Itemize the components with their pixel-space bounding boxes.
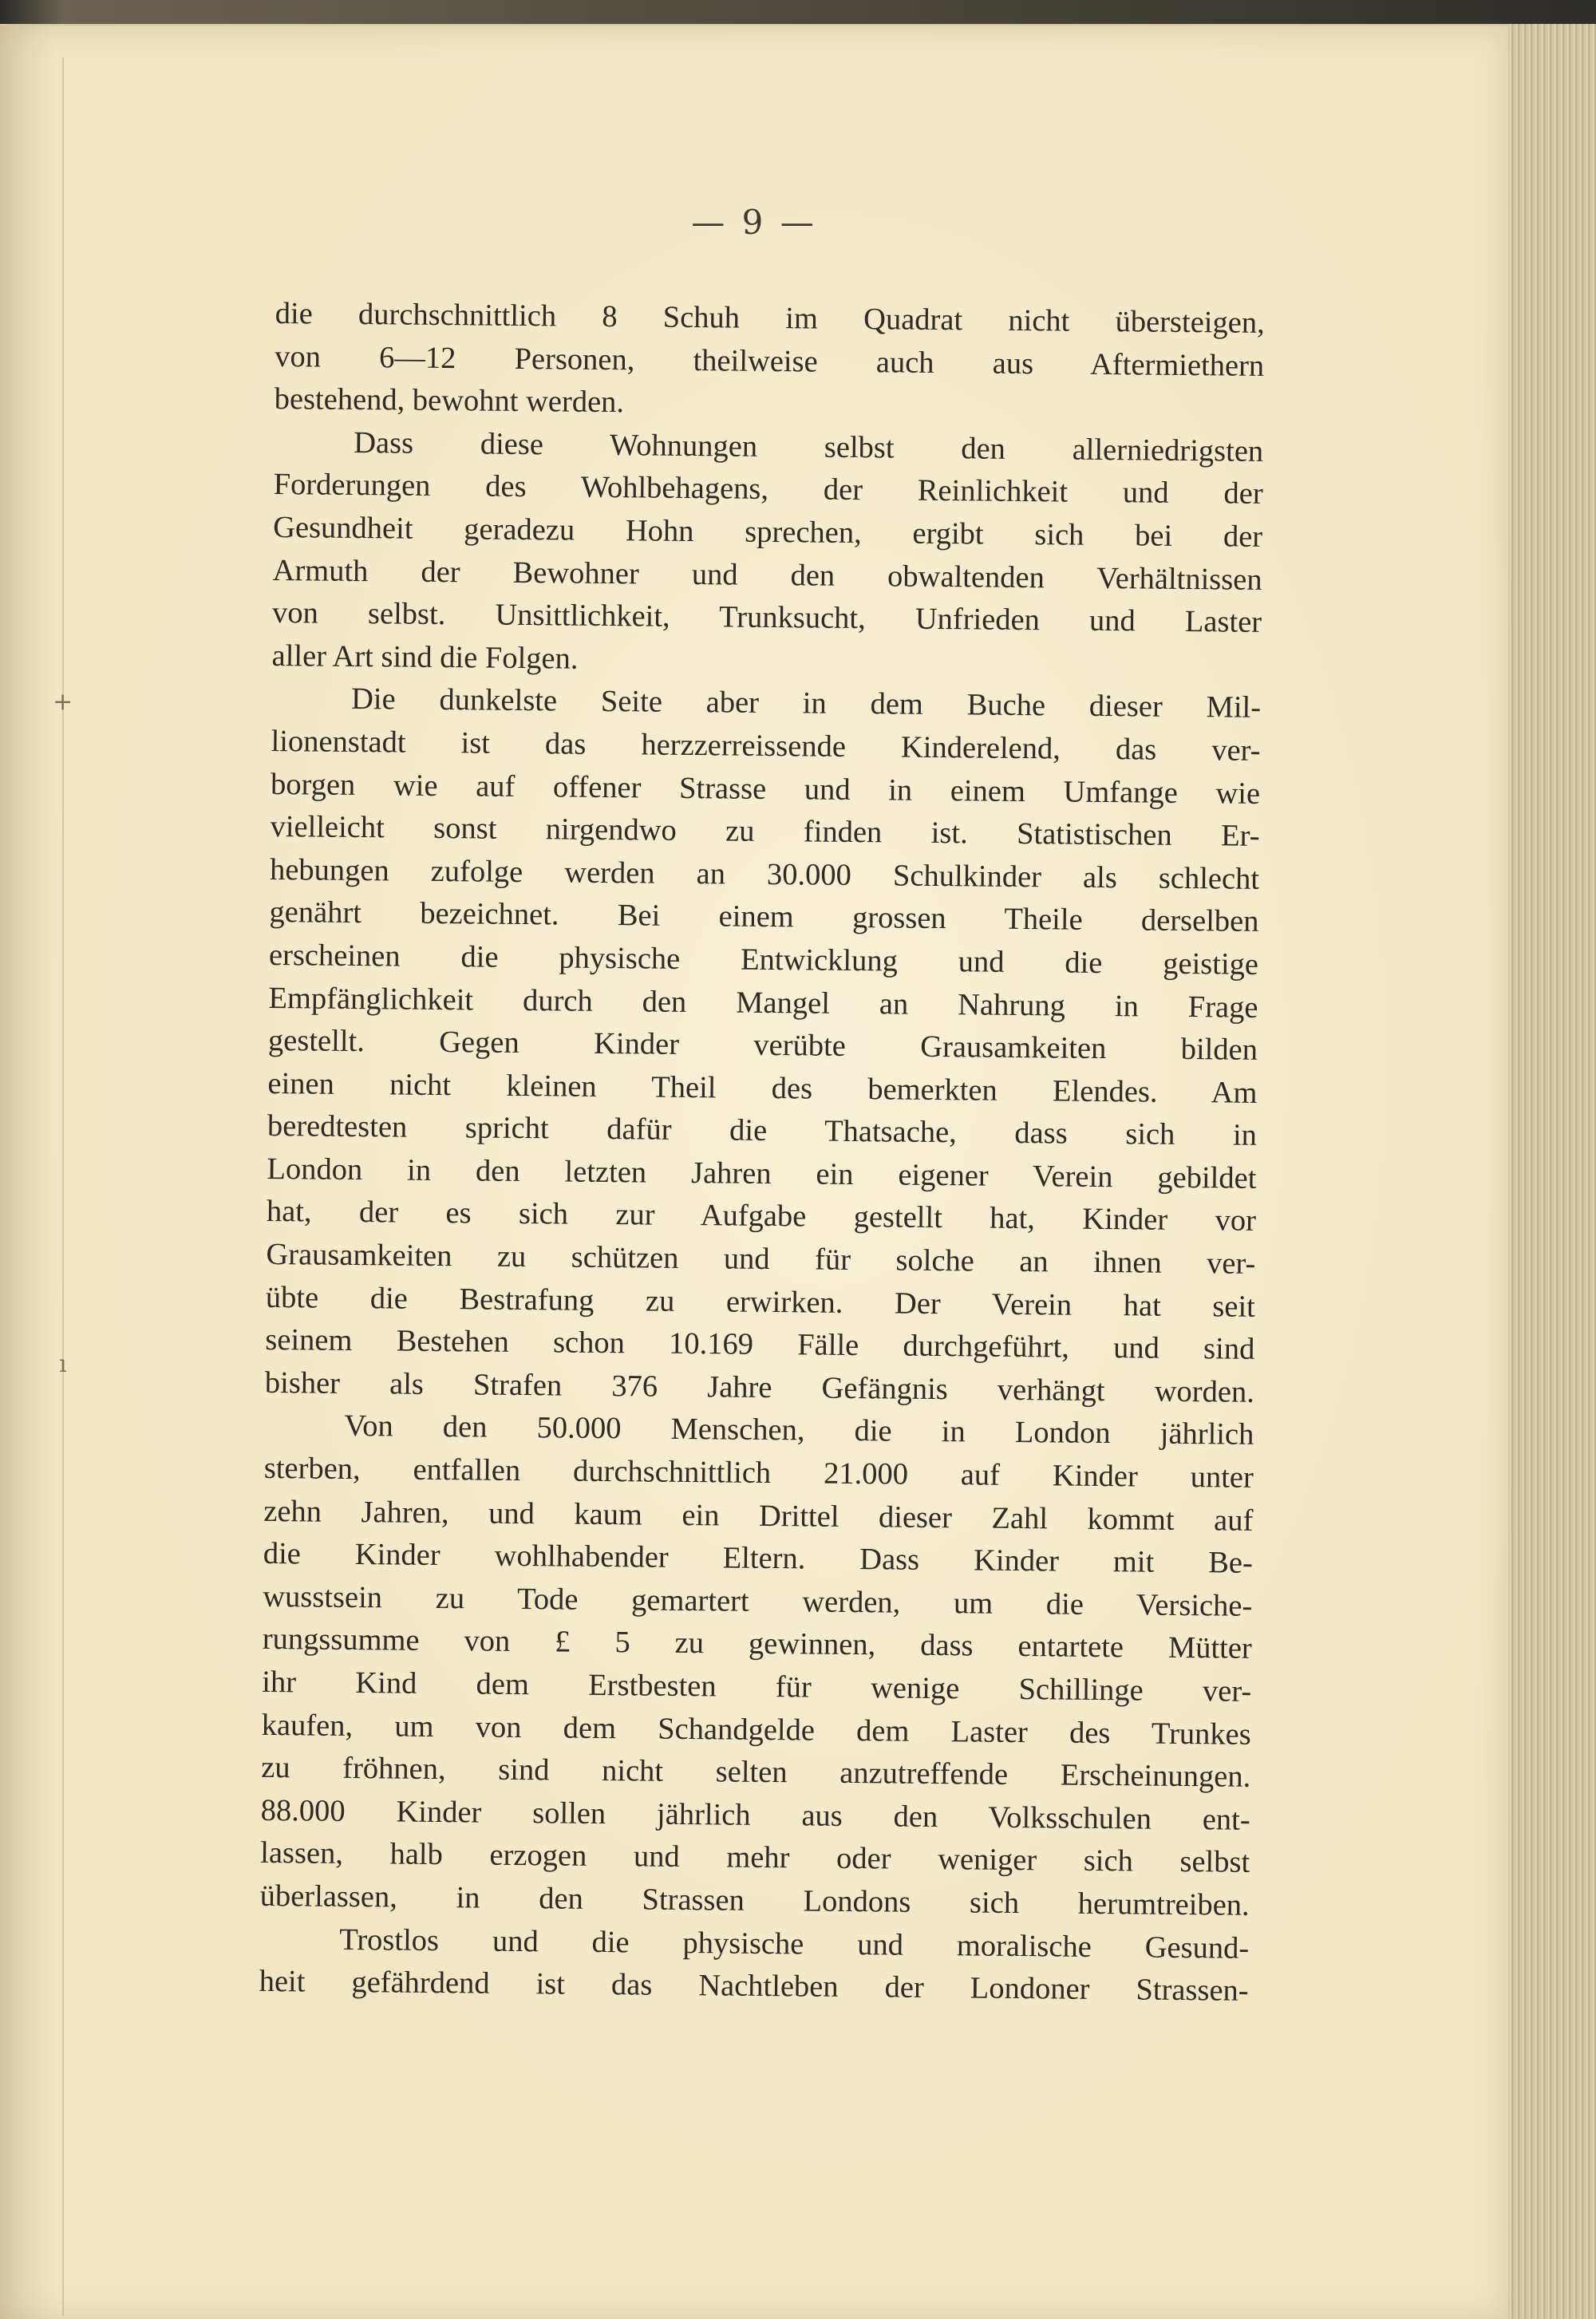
text-line: erscheinen die physische Entwicklung und die geistige [268, 938, 1259, 982]
text-line: 88.000 Kinder sollen jährlich aus den Volksschulen ent- [260, 1793, 1250, 1837]
text-line: hebungen zufolge werden an 30.000 Schulkinder als schlecht [269, 852, 1260, 896]
text-line: London in den letzten Jahren ein eigener Verein gebildet [267, 1152, 1257, 1195]
text-line: Von den 50.000 Menschen, die in London jährlich [344, 1409, 1254, 1452]
text-line: lionenstadt ist das herzzerreissende Kinderelend, das ver- [271, 724, 1261, 768]
text-line: Empfänglichkeit durch den Mangel an Nahrung in Frage [268, 981, 1258, 1025]
text-line: einen nicht kleinen Theil des bemerkten Elendes. Am [267, 1066, 1258, 1110]
text-line: Trostlos und die physische und moralische Gesund- [338, 1922, 1250, 1965]
text-line: borgen wie auf offener Strasse und in einem Umfange wie [270, 767, 1261, 811]
text-line: Dass diese Wohnungen selbst den allerniedrigsten [354, 425, 1264, 468]
book-page [0, 24, 1508, 2319]
margin-mark: ı [59, 1350, 67, 1378]
text-line: von 6—12 Personen, theilweise auch aus Aftermiethern [275, 339, 1265, 383]
text-line: aller Art sind die Folgen. [271, 638, 579, 676]
text-line: Gesundheit geradezu Hohn sprechen, ergibt sich bei der [272, 510, 1263, 554]
text-line: sterben, entfallen durchschnittlich 21.000 auf Kinder unter [263, 1451, 1254, 1495]
gutter-line [62, 57, 64, 2316]
text-line: seinem Bestehen schon 10.169 Fälle durchgeführt, und sind [265, 1323, 1255, 1367]
text-line: kaufen, um von dem Schandgelde dem Laster des Trunkes [261, 1708, 1251, 1752]
margin-mark: + [53, 688, 73, 716]
text-line: wusstsein zu Tode gemartert werden, um die Versiche- [263, 1579, 1253, 1623]
text-line: ihr Kind dem Erstbesten für wenige Schillinge ver- [262, 1665, 1252, 1709]
text-line: übte die Bestrafung zu erwirken. Der Verein hat seit [265, 1280, 1256, 1324]
text-line: Forderungen des Wohlbehagens, der Reinlichkeit und der [273, 468, 1263, 512]
text-line: Grausamkeiten zu schützen und für solche an ihnen ver- [266, 1238, 1256, 1281]
page-number: — 9 — [691, 203, 817, 242]
text-line: von selbst. Unsittlichkeit, Trunksucht, Unfrieden und Laster [271, 596, 1262, 640]
text-line: gestellt. Gegen Kinder verübte Grausamkeiten bilden [267, 1024, 1258, 1067]
text-line: bestehend, bewohnt werden. [274, 382, 625, 420]
text-line: lassen, halb erzogen und mehr oder weniger sich selbst [260, 1836, 1250, 1880]
text-line: heit gefährdend ist das Nachtleben der Londoner Strassen- [259, 1965, 1249, 2008]
text-line: vielleicht sonst nirgendwo zu finden ist. Statistischen Er- [270, 810, 1260, 853]
text-line: rungssumme von £ 5 zu gewinnen, dass entartete Mütter [262, 1622, 1252, 1666]
text-line: Die dunkelste Seite aber in dem Buche dieser Mil- [350, 682, 1262, 725]
text-line: Armuth der Bewohner und den obwaltenden Verhältnissen [272, 553, 1262, 597]
page-edges [1507, 24, 1596, 2319]
text-line: die durchschnittlich 8 Schuh im Quadrat nicht übersteigen, [275, 296, 1265, 340]
text-line: die Kinder wohlhabender Eltern. Dass Kinder mit Be- [263, 1537, 1253, 1581]
text-line: genährt bezeichnet. Bei einem grossen Theile derselben [269, 895, 1259, 939]
text-line: beredtesten spricht dafür die Thatsache, dass sich in [267, 1109, 1258, 1153]
body-text [259, 293, 1265, 2013]
text-line: zu fröhnen, sind nicht selten anzutreffende Erscheinungen. [261, 1751, 1251, 1795]
text-line: bisher als Strafen 376 Jahre Gefängnis verhängt worden. [264, 1365, 1255, 1409]
text-line: zehn Jahren, und kaum ein Drittel dieser Zahl kommt auf [263, 1494, 1254, 1538]
text-line: überlassen, in den Strassen Londons sich herumtreiben. [259, 1879, 1250, 1922]
text-line: hat, der es sich zur Aufgabe gestellt hat, Kinder vor [266, 1195, 1257, 1239]
